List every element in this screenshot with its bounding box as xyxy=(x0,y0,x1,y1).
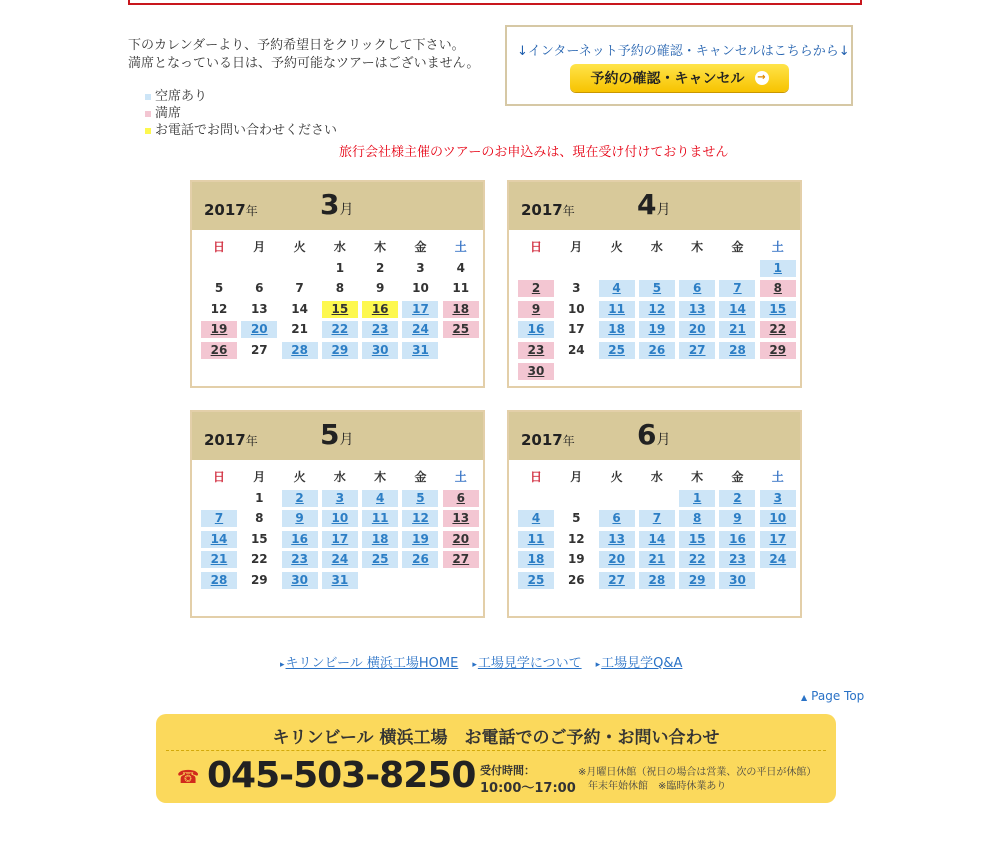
day-cell: 4 xyxy=(456,260,465,275)
calendar-empty-cell xyxy=(518,490,554,507)
day-full[interactable]: 30 xyxy=(518,363,554,380)
day-full[interactable]: 13 xyxy=(443,510,479,527)
weekday-header: 金 xyxy=(731,240,744,254)
day-available[interactable]: 27 xyxy=(679,342,715,359)
reservation-confirm-box xyxy=(505,25,853,106)
day-available[interactable]: 5 xyxy=(402,490,438,507)
day-available[interactable]: 18 xyxy=(518,551,554,568)
day-available[interactable]: 28 xyxy=(639,572,675,589)
day-available[interactable]: 10 xyxy=(322,510,358,527)
day-cell: 12 xyxy=(567,531,585,546)
day-available[interactable]: 7 xyxy=(719,280,755,297)
calendar-year: 2017年 xyxy=(204,431,258,449)
calendar-grid xyxy=(518,469,800,589)
instructions-line-1: 下のカレンダーより、予約希望日をクリックして下さい。 xyxy=(128,38,465,53)
day-available[interactable]: 19 xyxy=(639,321,675,338)
day-available[interactable]: 1 xyxy=(760,260,796,277)
link-tour-about[interactable]: ▸ 工場見学について xyxy=(472,652,581,671)
day-full[interactable]: 18 xyxy=(443,301,479,318)
legend-label-full: 満席 xyxy=(155,106,182,121)
day-available[interactable]: 27 xyxy=(599,572,635,589)
day-available[interactable]: 11 xyxy=(599,301,635,318)
day-available[interactable]: 11 xyxy=(518,531,554,548)
day-available[interactable]: 17 xyxy=(402,301,438,318)
calendar-month: 5月 xyxy=(320,418,354,451)
confirm-cancel-button[interactable] xyxy=(570,64,789,92)
day-available[interactable]: 30 xyxy=(719,572,755,589)
day-cell: 5 xyxy=(572,511,581,526)
day-available[interactable]: 20 xyxy=(679,321,715,338)
day-available[interactable]: 2 xyxy=(282,490,318,507)
calendar-month: 4月 xyxy=(637,188,671,221)
day-available[interactable]: 4 xyxy=(599,280,635,297)
day-available[interactable]: 14 xyxy=(719,301,755,318)
calendar-grid xyxy=(201,239,483,359)
day-available[interactable]: 30 xyxy=(362,342,398,359)
legend-item-available xyxy=(145,88,337,105)
contact-footer xyxy=(156,714,836,803)
day-full[interactable]: 26 xyxy=(201,342,237,359)
day-available[interactable]: 20 xyxy=(241,321,277,338)
weekday-header: 金 xyxy=(414,240,427,254)
weekday-header: 水 xyxy=(650,470,663,484)
day-full[interactable]: 2 xyxy=(518,280,554,297)
day-available[interactable]: 16 xyxy=(719,531,755,548)
day-cell: 8 xyxy=(335,281,345,296)
day-available[interactable]: 12 xyxy=(402,510,438,527)
day-cell: 24 xyxy=(567,342,585,357)
calendar-empty-cell xyxy=(599,490,635,507)
weekday-header: 月 xyxy=(570,470,583,484)
phone-icon: ☎ xyxy=(177,767,200,788)
calendar-header xyxy=(192,412,483,460)
day-cell: 1 xyxy=(335,260,345,275)
day-available[interactable]: 23 xyxy=(282,551,318,568)
day-cell: 1 xyxy=(255,490,264,505)
day-available[interactable]: 30 xyxy=(282,572,318,589)
weekday-header: 土 xyxy=(771,240,784,254)
weekday-header: 土 xyxy=(454,470,467,484)
calendar-year: 2017年 xyxy=(204,201,258,219)
day-available[interactable]: 8 xyxy=(679,510,715,527)
day-available[interactable]: 16 xyxy=(518,321,554,338)
calendar-month: 6月 xyxy=(637,418,671,451)
day-cell: 27 xyxy=(250,342,268,357)
weekday-header: 火 xyxy=(293,470,306,484)
closed-note-1: ※月曜日休館（祝日の場合は営業、次の平日が休館） xyxy=(578,767,817,778)
day-available[interactable]: 31 xyxy=(402,342,438,359)
legend-label-available: 空席あり xyxy=(155,89,208,104)
calendar-year: 2017年 xyxy=(521,201,575,219)
day-available[interactable]: 17 xyxy=(322,531,358,548)
day-available[interactable]: 22 xyxy=(679,551,715,568)
day-available[interactable]: 13 xyxy=(599,531,635,548)
day-full[interactable]: 9 xyxy=(518,301,554,318)
day-cell: 29 xyxy=(250,572,268,587)
day-available[interactable]: 1 xyxy=(679,490,715,507)
day-cell: 10 xyxy=(412,281,429,296)
legend-swatch-call xyxy=(145,128,151,134)
day-available[interactable]: 15 xyxy=(679,531,715,548)
day-cell: 10 xyxy=(567,301,585,316)
legend-label-call: お電話でお問い合わせください xyxy=(155,123,338,138)
calendar-empty-cell xyxy=(599,260,635,277)
instructions xyxy=(128,37,479,73)
top-red-frame xyxy=(128,0,862,5)
calendar-year: 2017年 xyxy=(521,431,575,449)
day-available[interactable]: 4 xyxy=(362,490,398,507)
weekday-header: 木 xyxy=(374,470,387,484)
day-cell: 15 xyxy=(250,531,268,546)
calendar-empty-cell xyxy=(639,260,675,277)
day-cell: 12 xyxy=(210,301,228,316)
day-available[interactable]: 6 xyxy=(679,280,715,297)
weekday-header: 火 xyxy=(610,240,623,254)
day-available[interactable]: 26 xyxy=(402,551,438,568)
calendar-empty-cell xyxy=(558,260,594,277)
calendar-empty-cell xyxy=(241,260,277,277)
weekday-header: 金 xyxy=(414,470,427,484)
arrow-up-icon: ▲ xyxy=(801,693,808,702)
weekday-header: 木 xyxy=(691,240,704,254)
day-available[interactable]: 24 xyxy=(760,551,796,568)
day-cell: 13 xyxy=(250,301,268,316)
weekday-header: 土 xyxy=(454,240,467,254)
day-available[interactable]: 26 xyxy=(639,342,675,359)
weekday-header: 水 xyxy=(333,470,346,484)
day-available[interactable]: 16 xyxy=(282,531,318,548)
weekday-header: 金 xyxy=(731,470,744,484)
day-available[interactable]: 4 xyxy=(518,510,554,527)
day-available[interactable]: 18 xyxy=(599,321,635,338)
weekday-header: 土 xyxy=(771,470,784,484)
day-full[interactable]: 23 xyxy=(518,342,554,359)
day-available[interactable]: 28 xyxy=(201,572,237,589)
day-call[interactable]: 15 xyxy=(322,301,358,318)
day-call[interactable]: 16 xyxy=(362,301,398,318)
calendar-grid xyxy=(201,469,483,589)
day-available[interactable]: 19 xyxy=(402,531,438,548)
day-available[interactable]: 24 xyxy=(402,321,438,338)
day-available[interactable]: 11 xyxy=(362,510,398,527)
instructions-line-2: 満席となっている日は、予約可能なツアーはございません。 xyxy=(128,56,480,71)
day-cell: 6 xyxy=(255,281,264,296)
weekday-header: 火 xyxy=(293,240,306,254)
legend-item-call xyxy=(145,122,337,139)
day-cell: 21 xyxy=(291,322,308,337)
hours-value: 10:00〜17:00 xyxy=(480,781,576,796)
legend-swatch-available xyxy=(145,94,151,100)
day-cell: 3 xyxy=(572,281,581,296)
hours-label: 受付時間： xyxy=(480,764,535,777)
day-available[interactable]: 22 xyxy=(322,321,358,338)
day-cell: 3 xyxy=(416,260,425,275)
day-full[interactable]: 29 xyxy=(760,342,796,359)
calendar-empty-cell xyxy=(518,260,554,277)
day-available[interactable]: 25 xyxy=(599,342,635,359)
day-available[interactable]: 7 xyxy=(639,510,675,527)
calendar-header xyxy=(509,182,800,230)
day-cell: 7 xyxy=(295,281,304,296)
day-available[interactable]: 9 xyxy=(282,510,318,527)
weekday-header: 木 xyxy=(374,240,387,254)
day-available[interactable]: 14 xyxy=(639,531,675,548)
calendar-empty-cell xyxy=(201,260,237,277)
calendar-empty-cell xyxy=(558,490,594,507)
arrow-right-icon: → xyxy=(755,71,769,85)
day-available[interactable]: 17 xyxy=(760,531,796,548)
day-available[interactable]: 18 xyxy=(362,531,398,548)
confirm-text: ↓インターネット予約の確認・キャンセルはこちらから↓ xyxy=(517,44,850,59)
weekday-header: 水 xyxy=(333,240,346,254)
day-available[interactable]: 10 xyxy=(760,510,796,527)
weekday-header: 月 xyxy=(253,240,266,254)
phone-number: 045-503-8250 xyxy=(207,755,476,796)
footer-title: キリンビール 横浜工場 お電話でのご予約・お問い合わせ xyxy=(272,728,720,748)
calendar-empty-cell xyxy=(282,260,318,277)
weekday-header: 月 xyxy=(570,240,583,254)
calendar-april xyxy=(507,180,802,388)
calendar-empty-cell xyxy=(679,260,715,277)
day-cell: 17 xyxy=(567,322,585,337)
day-cell: 14 xyxy=(291,301,308,316)
calendar-june xyxy=(507,410,802,618)
page-top-link[interactable] xyxy=(801,689,864,703)
day-available[interactable]: 25 xyxy=(362,551,398,568)
calendar-month: 3月 xyxy=(320,188,354,221)
day-available[interactable]: 29 xyxy=(322,342,358,359)
legend xyxy=(145,88,337,139)
day-available[interactable]: 29 xyxy=(679,572,715,589)
day-available[interactable]: 23 xyxy=(362,321,398,338)
link-factory-home[interactable]: ▸ キリンビール 横浜工場HOME xyxy=(280,652,458,671)
day-full[interactable]: 25 xyxy=(443,321,479,338)
day-available[interactable]: 20 xyxy=(599,551,635,568)
day-cell: 19 xyxy=(567,552,585,567)
day-available[interactable]: 25 xyxy=(518,572,554,589)
day-full[interactable]: 27 xyxy=(443,551,479,568)
day-available[interactable]: 12 xyxy=(639,301,675,318)
weekday-header: 月 xyxy=(253,470,266,484)
day-cell: 9 xyxy=(376,281,385,296)
closed-note-2: 年末年始休館 ※臨時休業あり xyxy=(588,781,727,792)
day-available[interactable]: 24 xyxy=(322,551,358,568)
footer-divider xyxy=(166,750,826,751)
confirm-cancel-label: 予約の確認・キャンセル xyxy=(590,71,745,87)
day-cell: 22 xyxy=(250,552,268,567)
day-cell: 8 xyxy=(255,511,264,526)
day-available[interactable]: 6 xyxy=(599,510,635,527)
day-available[interactable]: 21 xyxy=(201,551,237,568)
day-available[interactable]: 5 xyxy=(639,280,675,297)
calendar-empty-cell xyxy=(719,260,755,277)
day-available[interactable]: 3 xyxy=(322,490,358,507)
calendar-header xyxy=(192,182,483,230)
day-available[interactable]: 23 xyxy=(719,551,755,568)
weekday-header: 木 xyxy=(691,470,704,484)
day-available[interactable]: 28 xyxy=(282,342,318,359)
day-cell: 2 xyxy=(376,260,385,275)
weekday-header: 水 xyxy=(650,240,663,254)
weekday-header: 火 xyxy=(610,470,623,484)
footer-links xyxy=(280,652,682,671)
day-available[interactable]: 28 xyxy=(719,342,755,359)
weekday-header: 日 xyxy=(212,470,225,484)
legend-item-full xyxy=(145,105,337,122)
day-cell: 5 xyxy=(214,281,224,296)
calendar-header xyxy=(509,412,800,460)
day-cell: 11 xyxy=(452,281,470,296)
calendar-empty-cell xyxy=(639,490,675,507)
weekday-header: 日 xyxy=(529,240,542,254)
legend-swatch-full xyxy=(145,111,151,117)
day-full[interactable]: 6 xyxy=(443,490,479,507)
day-full[interactable]: 19 xyxy=(201,321,237,338)
day-available[interactable]: 2 xyxy=(719,490,755,507)
day-available[interactable]: 31 xyxy=(322,572,358,589)
weekday-header: 日 xyxy=(529,470,542,484)
day-available[interactable]: 14 xyxy=(201,531,237,548)
day-available[interactable]: 21 xyxy=(719,321,755,338)
day-full[interactable]: 20 xyxy=(443,531,479,548)
day-available[interactable]: 21 xyxy=(639,551,675,568)
calendar-may xyxy=(190,410,485,618)
day-available[interactable]: 3 xyxy=(760,490,796,507)
day-full[interactable]: 8 xyxy=(760,280,796,297)
day-cell: 26 xyxy=(567,572,585,587)
travel-agency-notice: 旅行会社様主催のツアーのお申込みは、現在受け付けておりません xyxy=(339,145,729,160)
calendar-empty-cell xyxy=(201,490,237,507)
day-available[interactable]: 13 xyxy=(679,301,715,318)
day-available[interactable]: 9 xyxy=(719,510,755,527)
calendar-grid xyxy=(518,239,800,380)
page-top-label: Page Top xyxy=(811,689,865,703)
day-available[interactable]: 7 xyxy=(201,510,237,527)
day-full[interactable]: 22 xyxy=(760,321,796,338)
calendar-march xyxy=(190,180,485,388)
weekday-header: 日 xyxy=(212,240,225,254)
day-available[interactable]: 15 xyxy=(760,301,796,318)
link-tour-qa[interactable]: ▸ 工場見学Q&A xyxy=(596,652,683,671)
